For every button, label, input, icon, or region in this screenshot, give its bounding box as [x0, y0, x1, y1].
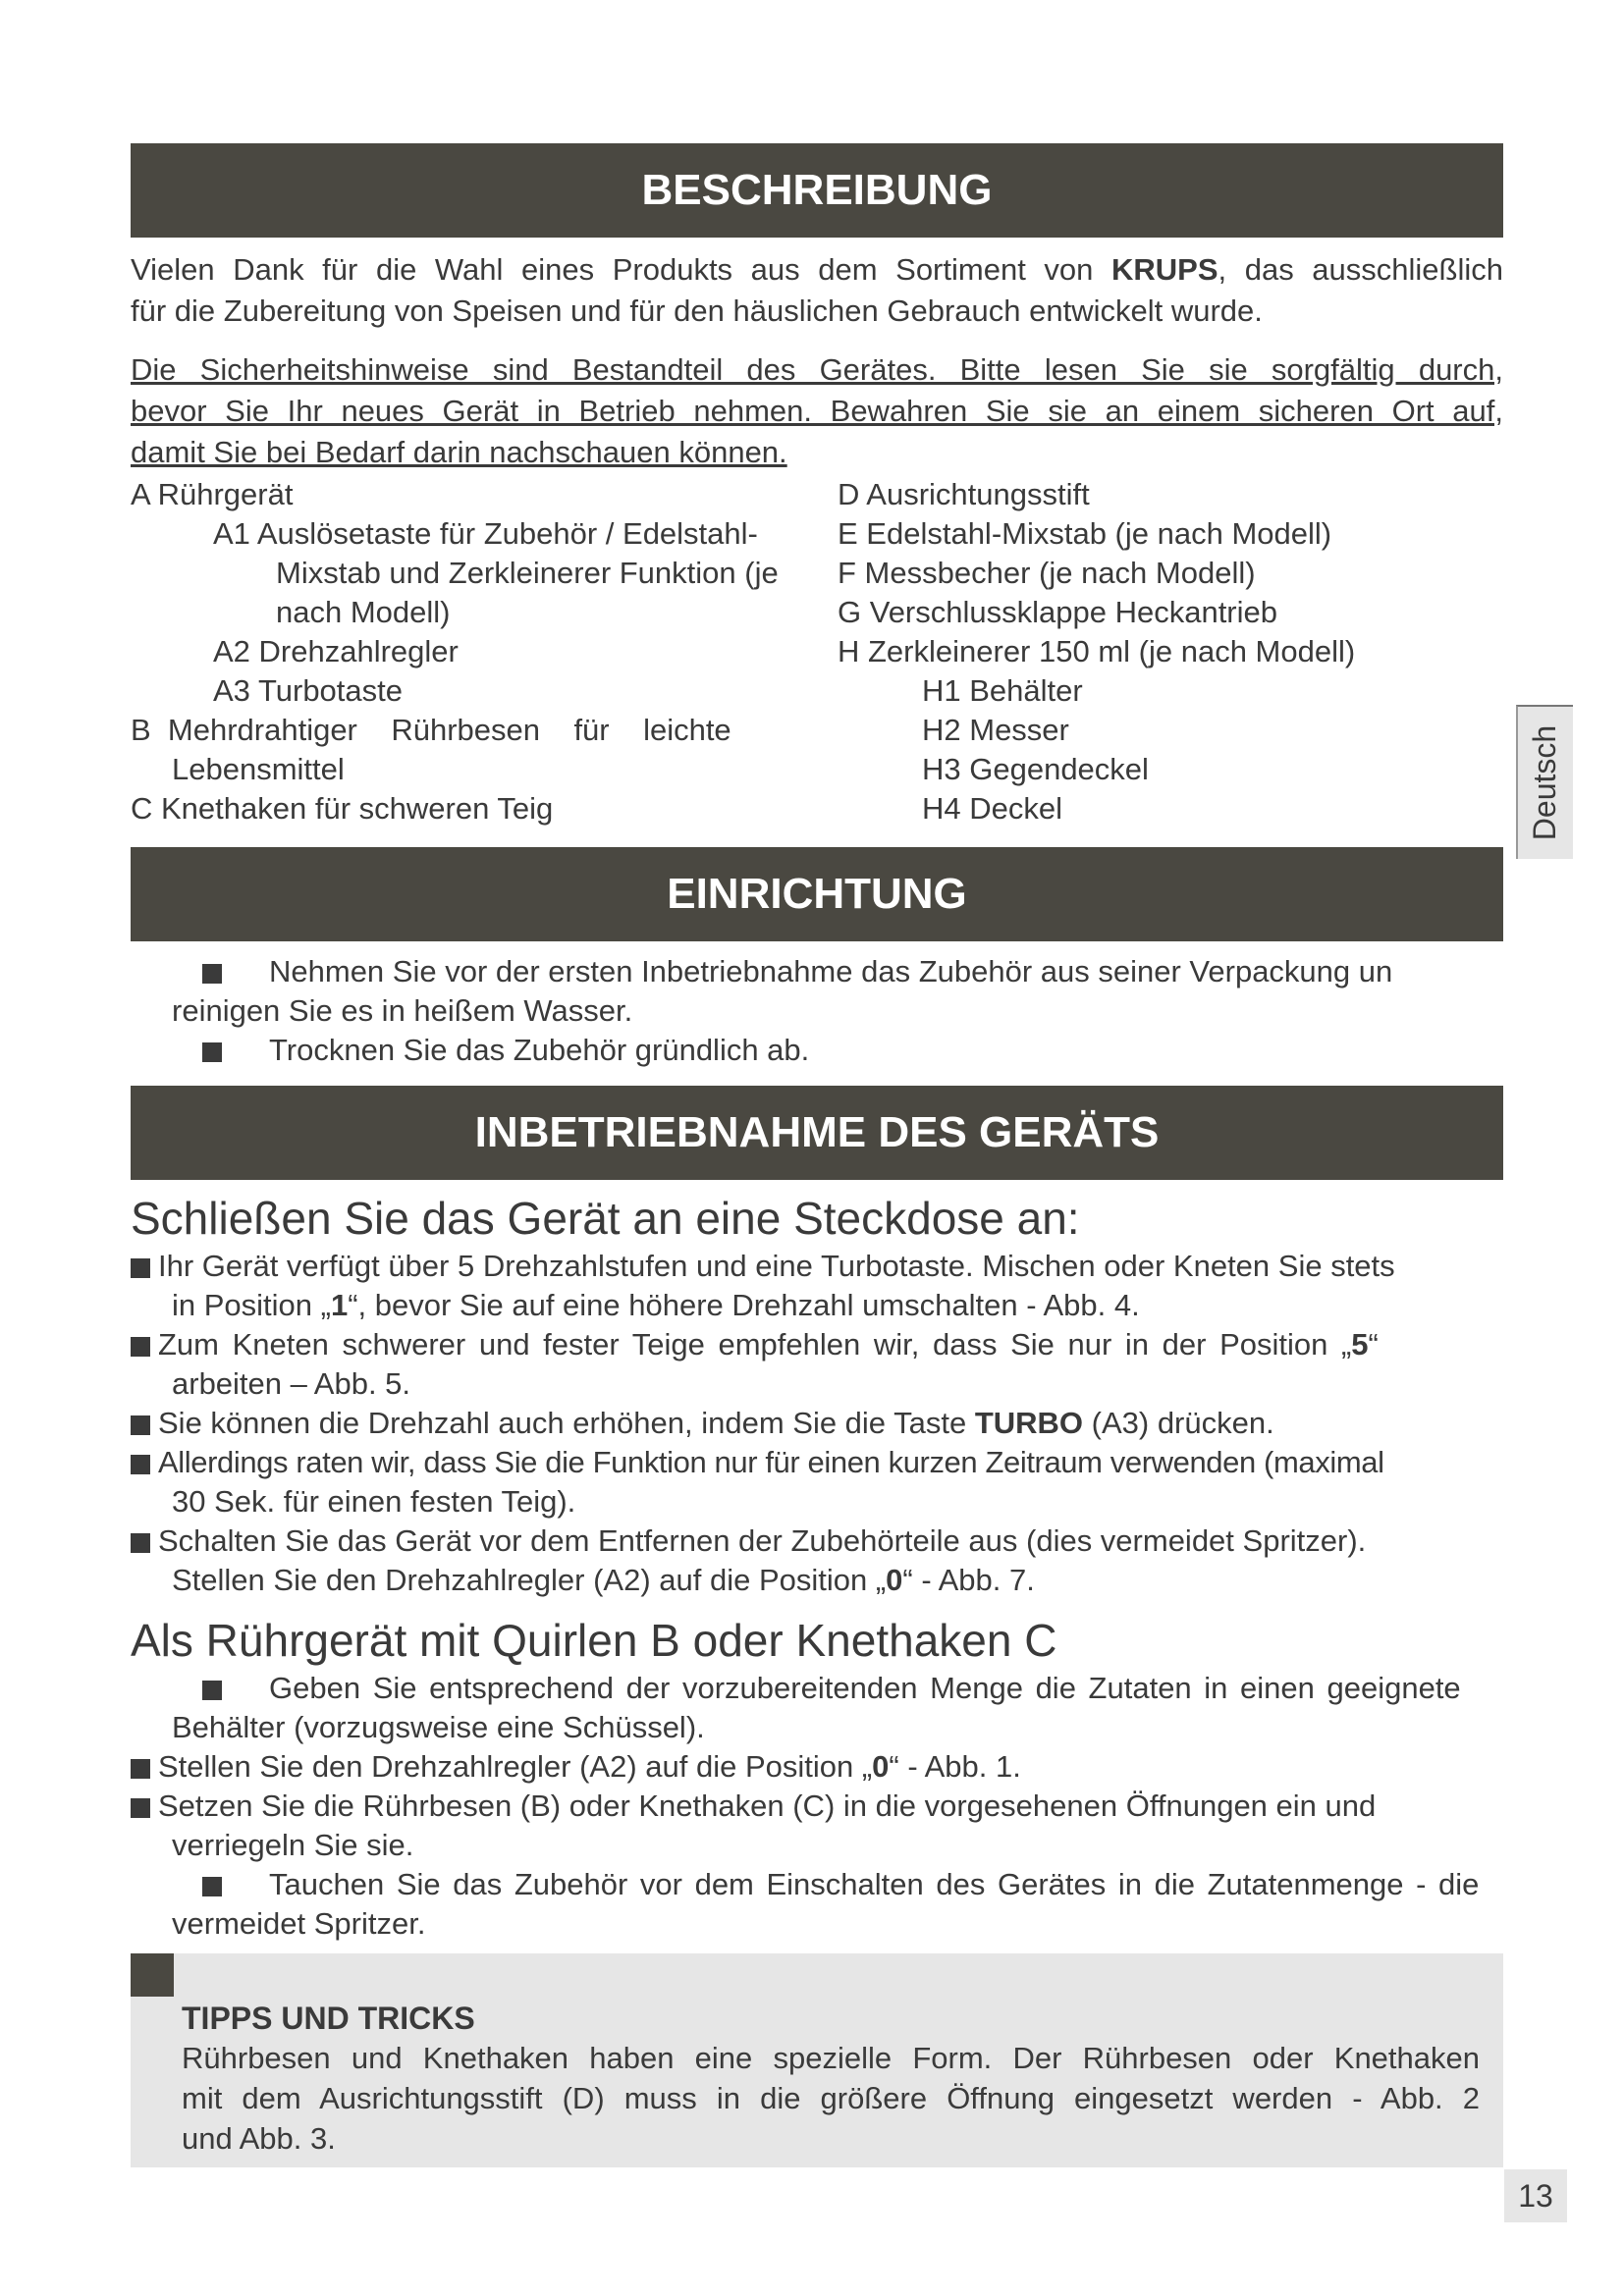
part-item: H4 Deckel: [922, 791, 1062, 826]
einrichtung-bullet-1: Nehmen Sie vor der ersten Inbetriebnahme das Zubehör aus seiner Verpackung un: [131, 952, 1584, 991]
intro-line-2: für die Zubereitung von Speisen und für den häuslichen Gebrauch entwickelt wurde.: [131, 294, 1263, 328]
part-item: E Edelstahl-Mixstab (je nach Modell): [838, 516, 1332, 551]
tips-marker-icon: [131, 1953, 174, 1997]
page-number: 13: [1504, 2169, 1567, 2222]
ruehr-bullet-2: Stellen Sie den Drehzahlregler (A2) auf die Position „0“ - Abb. 1.: [131, 1747, 1584, 1787]
subheading-ruehrgeraet: Als Rührgerät mit Quirlen B oder Knethaken C: [131, 1615, 1057, 1666]
part-item: G Verschlussklappe Heckantrieb: [838, 595, 1278, 629]
ruehr-bullet-1: Geben Sie entsprechend der vorzubereitenden Menge die Zutaten in einen geeignete: [131, 1669, 1584, 1708]
tips-line-2: mit dem Ausrichtungsstift (D) muss in die größere Öffnung eingesetzt werden - Abb. 2: [182, 2081, 1480, 2115]
part-item: Mixstab und Zerkleinerer Funktion (je: [276, 556, 779, 590]
intro-paragraph: [131, 249, 1503, 332]
part-item: A3 Turbotaste: [213, 673, 404, 708]
bullet-square-icon: [202, 1877, 222, 1896]
bullet-square-icon: [202, 1042, 222, 1062]
bullet-square-icon: [131, 1258, 150, 1278]
bullet-square-icon: [131, 1415, 150, 1435]
safety-paragraph: [131, 349, 1503, 473]
section-header-inbetriebnahme: [131, 1086, 1503, 1180]
anschluss-bullet-4: Allerdings raten wir, dass Sie die Funktion nur für einen kurzen Zeitraum verwenden (maximal: [131, 1443, 1584, 1482]
section-title: EINRICHTUNG: [667, 870, 967, 918]
part-item: B Mehrdrahtiger Rührbesen für leichte: [131, 713, 731, 747]
intro-line-1: Vielen Dank für die Wahl eines Produkts aus dem Sortiment von KRUPS, das ausschließlich: [131, 252, 1503, 287]
safety-line-2: bevor Sie Ihr neues Gerät in Betrieb nehmen. Bewahren Sie sie an einem sicheren Ort auf,: [131, 394, 1503, 428]
anschluss-bullet-2-cont: arbeiten – Abb. 5.: [172, 1366, 411, 1401]
tips-title: TIPPS UND TRICKS: [182, 2001, 475, 2036]
parts-list-left: [131, 475, 818, 828]
part-item: H2 Messer: [922, 713, 1069, 747]
bullet-square-icon: [202, 1681, 222, 1700]
tips-box: [131, 1953, 1503, 2167]
anschluss-bullet-3: Sie können die Drehzahl auch erhöhen, indem Sie die Taste TURBO (A3) drücken.: [131, 1404, 1584, 1443]
ruehr-block: [131, 1669, 1584, 1944]
ruehr-bullet-4-cont: vermeidet Spritzer.: [172, 1906, 426, 1941]
brand-name: KRUPS: [1110, 252, 1218, 287]
bullet-square-icon: [202, 964, 222, 984]
bullet-square-icon: [131, 1533, 150, 1553]
part-item: Lebensmittel: [172, 752, 345, 786]
part-item: nach Modell): [276, 595, 451, 629]
bullet-square-icon: [131, 1798, 150, 1818]
part-item: A Rührgerät: [131, 477, 294, 511]
ruehr-bullet-4: Tauchen Sie das Zubehör vor dem Einschalten des Gerätes in die Zutatenmenge - die: [131, 1865, 1584, 1904]
bullet-square-icon: [131, 1337, 150, 1357]
einrichtung-bullet-2: Trocknen Sie das Zubehör gründlich ab.: [131, 1031, 1584, 1070]
part-item: H Zerkleinerer 150 ml (je nach Modell): [838, 634, 1356, 668]
bullet-square-icon: [131, 1455, 150, 1474]
section-title: INBETRIEBNAHME DES GERÄTS: [474, 1108, 1160, 1156]
part-item: A2 Drehzahlregler: [213, 634, 459, 668]
tips-line-1: Rührbesen und Knethaken haben eine spezielle Form. Der Rührbesen oder Knethaken: [182, 2041, 1480, 2075]
anschluss-bullet-1-cont: in Position „1“, bevor Sie auf eine höhere Drehzahl umschalten - Abb. 4.: [172, 1288, 1140, 1322]
anschluss-bullet-1: Ihr Gerät verfügt über 5 Drehzahlstufen und eine Turbotaste. Mischen oder Kneten Sie stets: [131, 1247, 1584, 1286]
language-tab: [1516, 705, 1573, 859]
anschluss-bullet-5: Schalten Sie das Gerät vor dem Entfernen der Zubehörteile aus (dies vermeidet Spritzer).: [131, 1522, 1584, 1561]
part-item: H3 Gegendeckel: [922, 752, 1149, 786]
einrichtung-block: [131, 952, 1584, 1070]
section-header-beschreibung: [131, 143, 1503, 238]
ruehr-bullet-3-cont: verriegeln Sie sie.: [172, 1828, 414, 1862]
part-item: C Knethaken für schweren Teig: [131, 791, 554, 826]
part-item: H1 Behälter: [922, 673, 1083, 708]
ruehr-bullet-3: Setzen Sie die Rührbesen (B) oder Knethaken (C) in die vorgesehenen Öffnungen ein und: [131, 1787, 1584, 1826]
parts-list-right: [838, 475, 1466, 828]
part-item: F Messbecher (je nach Modell): [838, 556, 1256, 590]
part-item: D Ausrichtungsstift: [838, 477, 1090, 511]
anschluss-bullet-2: Zum Kneten schwerer und fester Teige empfehlen wir, dass Sie nur in der Position „5“: [131, 1325, 1584, 1364]
anschluss-bullet-5-cont: Stellen Sie den Drehzahlregler (A2) auf die Position „0“ - Abb. 7.: [172, 1563, 1035, 1597]
tips-body: [182, 2038, 1480, 2159]
tips-line-3: und Abb. 3.: [182, 2121, 336, 2156]
anschluss-bullet-4-cont: 30 Sek. für einen festen Teig).: [172, 1484, 576, 1519]
safety-line-1: Die Sicherheitshinweise sind Bestandteil des Gerätes. Bitte lesen Sie sie sorgfältig durch,: [131, 352, 1503, 387]
bullet-square-icon: [131, 1759, 150, 1779]
subheading-steckdose: Schließen Sie das Gerät an eine Steckdose an:: [131, 1193, 1080, 1244]
section-header-einrichtung: [131, 847, 1503, 941]
safety-line-3: damit Sie bei Bedarf darin nachschauen können.: [131, 435, 787, 469]
ruehr-bullet-1-cont: Behälter (vorzugsweise eine Schüssel).: [172, 1710, 705, 1744]
section-title: BESCHREIBUNG: [641, 166, 993, 214]
einrichtung-bullet-1-cont: reinigen Sie es in heißem Wasser.: [172, 993, 633, 1028]
language-label: Deutsch: [1527, 724, 1563, 841]
part-item: A1 Auslösetaste für Zubehör / Edelstahl-: [213, 516, 758, 551]
anschluss-block: [131, 1247, 1584, 1600]
